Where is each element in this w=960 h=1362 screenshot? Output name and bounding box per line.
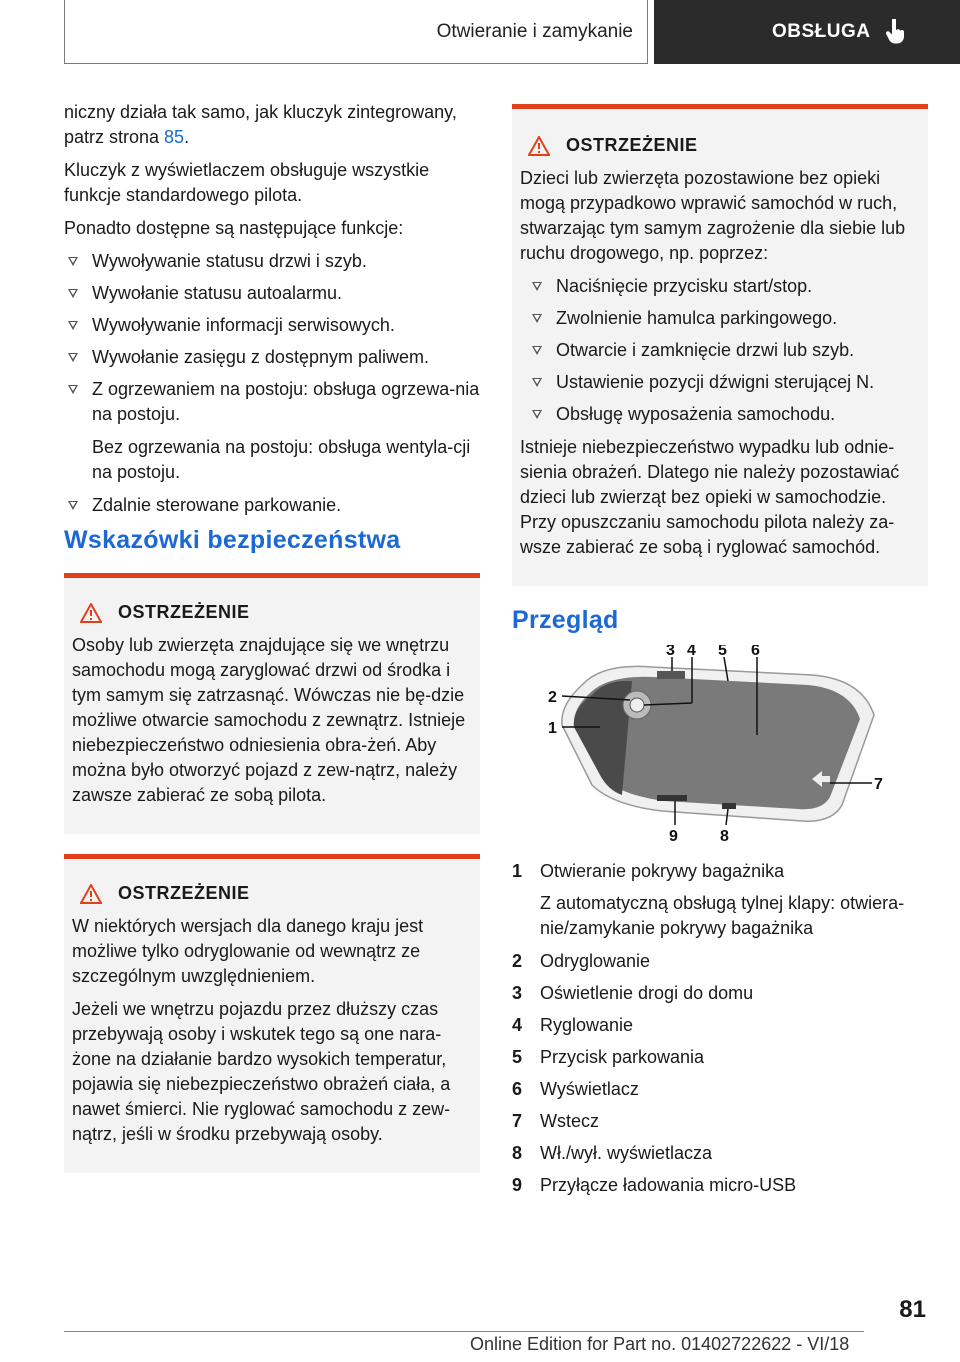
- warning-title-text: OSTRZEŻENIE: [566, 135, 698, 155]
- legend-item: [512, 1013, 928, 1038]
- legend-item: [512, 949, 928, 974]
- list-item-text: Zdalnie sterowane parkowanie.: [92, 495, 342, 515]
- legend-number: 3: [512, 983, 523, 1003]
- list-item: [528, 370, 920, 395]
- list-item: [64, 377, 480, 427]
- legend-item: [512, 859, 928, 884]
- triangle-bullet-icon: [68, 501, 78, 510]
- warning-text: Jeżeli we wnętrzu pojazdu przez dłuższy czas przebywają osoby i wskutek tego są one nara‐żone na działanie bardzo wysokich temperatur, pojawia się niebezpieczeństwo obrażeń ciała, a nawet śmierci. Nie ryglować samochodu z zew‐nątrz, jeśli w środku przebywają osoby.: [72, 999, 451, 1144]
- section-heading: Przegląd: [512, 606, 619, 634]
- section-title: Otwieranie i zamykanie: [436, 20, 633, 42]
- section-header: [64, 0, 648, 64]
- warning-text: Istnieje niebezpieczeństwo wypadku lub odnie‐sienia obrażeń. Dlatego nie należy pozostawiać dzieci lub zwierząt bez opieki w samochodzie. Przy opuszczaniu samochodu pilota należy za‐wsze zabierać ze sobą i ryglować samochód.: [520, 437, 900, 557]
- list-item-text: Wywołanie zasięgu z dostępnym paliwem.: [92, 347, 429, 367]
- triangle-bullet-icon: [68, 353, 78, 362]
- list-item-text: Naciśnięcie przycisku start/stop.: [556, 276, 813, 296]
- key-illustration: [512, 645, 928, 845]
- legend-text: Ryglowanie: [540, 1015, 634, 1035]
- list-item: [528, 402, 920, 427]
- triangle-bullet-icon: [68, 321, 78, 330]
- warning-text: Dzieci lub zwierzęta pozostawione bez opieki mogą przypadkowo wprawić samochód w ruch, stwarzając tym samym zagrożenie dla siebie lub ruchu drogowego, np. poprzez:: [520, 168, 906, 263]
- list-item: [64, 281, 480, 306]
- paragraph: [64, 100, 480, 150]
- footer-divider: [64, 1331, 864, 1332]
- triangle-bullet-icon: [68, 385, 78, 394]
- legend-number: 2: [512, 951, 523, 971]
- section-heading: Wskazówki bezpieczeństwa: [64, 526, 401, 554]
- legend-number: 7: [512, 1111, 523, 1131]
- list-item-text: Wywoływanie informacji serwisowych.: [92, 315, 395, 335]
- list-item: [64, 313, 480, 338]
- warning-title: [72, 881, 472, 906]
- triangle-bullet-icon: [532, 282, 542, 291]
- list-item-text: Z ogrzewaniem na postoju: obsługa ogrzewa‐nia na postoju.: [92, 379, 480, 424]
- list-item-text: Wywołanie statusu autoalarmu.: [92, 283, 342, 303]
- list-item: [64, 493, 480, 518]
- legend-list: [512, 859, 928, 884]
- legend-number: 1: [512, 861, 523, 881]
- warning-triangle-icon: [80, 603, 102, 623]
- callout-7: 7: [874, 776, 883, 793]
- right-column: [512, 104, 928, 1205]
- list-subtext: Bez ogrzewania na postoju: obsługa wentyla‐cji na postoju.: [92, 437, 471, 482]
- edition-note: Online Edition for Part no. 01402722622 - VI/18: [470, 1334, 850, 1354]
- list-item: [64, 249, 480, 274]
- legend-text: Otwieranie pokrywy bagażnika: [540, 861, 785, 881]
- legend-number: 4: [512, 1015, 523, 1035]
- legend-item: [512, 981, 928, 1006]
- legend-text: Wyświetlacz: [540, 1079, 639, 1099]
- function-list: [64, 493, 480, 518]
- legend-number: 5: [512, 1047, 523, 1067]
- legend-subtext: Z automatyczną obsługą tylnej klapy: otwiera‐nie/zamykanie pokrywy bagażnika: [540, 893, 905, 938]
- paragraph: Ponadto dostępne są następujące funkcje:: [64, 218, 404, 238]
- triangle-bullet-icon: [532, 410, 542, 419]
- list-item-text: Wywoływanie statusu drzwi i szyb.: [92, 251, 367, 271]
- warning-box: [64, 573, 480, 834]
- callout-9: 9: [669, 828, 678, 845]
- legend-item: [512, 1141, 928, 1166]
- warning-box: [512, 104, 928, 586]
- legend-item: [512, 1173, 928, 1198]
- legend-item: [512, 1045, 928, 1070]
- legend-number: 8: [512, 1143, 523, 1163]
- legend-item: [512, 1109, 928, 1134]
- list-item: [528, 274, 920, 299]
- chapter-title: OBSŁUGA: [772, 21, 871, 42]
- function-list: [64, 249, 480, 427]
- legend-text: Przyłącze ładowania micro-USB: [540, 1175, 797, 1195]
- legend-text: Przycisk parkowania: [540, 1047, 705, 1067]
- hand-pointer-icon: [885, 19, 907, 45]
- triangle-bullet-icon: [68, 257, 78, 266]
- callout-6: 6: [751, 645, 760, 659]
- callout-2: 2: [548, 689, 557, 706]
- list-item-text: Ustawienie pozycji dźwigni sterującej N.: [556, 372, 875, 392]
- triangle-bullet-icon: [68, 289, 78, 298]
- triangle-bullet-icon: [532, 346, 542, 355]
- left-column: [64, 100, 480, 1193]
- warning-list: [528, 274, 920, 427]
- list-item-text: Otwarcie i zamknięcie drzwi lub szyb.: [556, 340, 855, 360]
- page-link[interactable]: 85: [164, 127, 185, 147]
- callout-3: 3: [666, 645, 675, 659]
- triangle-bullet-icon: [532, 378, 542, 387]
- triangle-bullet-icon: [532, 314, 542, 323]
- callout-5: 5: [718, 645, 727, 659]
- warning-title: [72, 600, 472, 625]
- list-item: [528, 306, 920, 331]
- warning-triangle-icon: [80, 884, 102, 904]
- warning-box: [64, 854, 480, 1173]
- list-item-text: Obsługę wyposażenia samochodu.: [556, 404, 836, 424]
- legend-text: Odryglowanie: [540, 951, 651, 971]
- legend-number: 9: [512, 1175, 523, 1195]
- warning-title: [520, 133, 920, 158]
- page-number: 81: [899, 1296, 926, 1323]
- legend-text: Wł./wył. wyświetlacza: [540, 1143, 713, 1163]
- list-item: [64, 345, 480, 370]
- legend-list: [512, 949, 928, 1198]
- callout-4: 4: [687, 645, 696, 659]
- display-key-image: [512, 645, 928, 845]
- paragraph-text: .: [184, 127, 190, 147]
- warning-text: Osoby lub zwierzęta znajdujące się we wnętrzu samochodu mogą zaryglować drzwi od środka i tym samym się zatrzasnąć. Wówczas nie bę‐dzie możliwe otwarcie samochodu z zewnątrz. Istnieje niebezpieczeństwo odniesienia obra‐żeń. Aby można było otworzyć pojazd z zew‐nątrz, należy zawsze zabierać ze sobą pilota.: [72, 635, 466, 805]
- legend-text: Wstecz: [540, 1111, 600, 1131]
- callout-1: 1: [548, 720, 557, 737]
- warning-triangle-icon: [528, 136, 550, 156]
- chapter-header: [654, 0, 960, 64]
- legend-item: [512, 1077, 928, 1102]
- warning-title-text: OSTRZEŻENIE: [118, 883, 250, 903]
- list-item-text: Zwolnienie hamulca parkingowego.: [556, 308, 838, 328]
- paragraph: Kluczyk z wyświetlaczem obsługuje wszystkie funkcje standardowego pilota.: [64, 160, 430, 205]
- legend-text: Oświetlenie drogi do domu: [540, 983, 754, 1003]
- list-item: [528, 338, 920, 363]
- legend-number: 6: [512, 1079, 523, 1099]
- callout-8: 8: [720, 828, 729, 845]
- warning-title-text: OSTRZEŻENIE: [118, 602, 250, 622]
- paragraph-text: niczny działa tak samo, jak kluczyk zintegrowany, patrz strona: [64, 102, 457, 147]
- warning-text: W niektórych wersjach dla danego kraju jest możliwe tylko odryglowanie od wewnątrz ze szczególnym uwzględnieniem.: [72, 916, 424, 986]
